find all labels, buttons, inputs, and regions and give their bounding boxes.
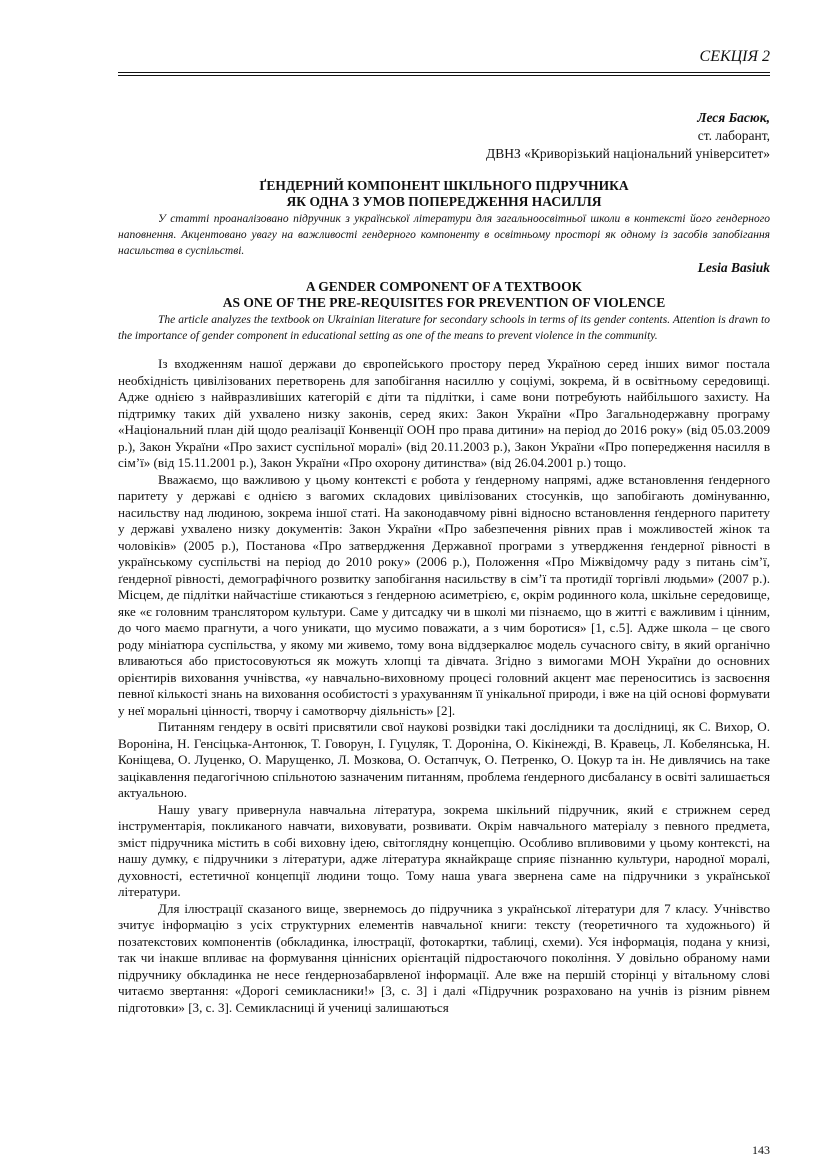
- title-uk-line1: ҐЕНДЕРНИЙ КОМПОНЕНТ ШКІЛЬНОГО ПІДРУЧНИКА: [259, 178, 629, 193]
- title-en-line2: AS ONE OF THE PRE-REQUISITES FOR PREVENTION OF VIOLENCE: [222, 295, 666, 310]
- header-rule-thin: [118, 75, 770, 76]
- body-paragraph-4: Нашу увагу привернула навчальна література, зокрема шкільний підручник, який є стрижнем серед інструментарія, покликаного навчати, виховувати, розвивати. Окрім навчального матеріалу з певного предмета, зміст підручника містить в собі виховну ідею, світоглядну концепцію. Особливо впливовими у цьому контексті, на нашу думку, є підручники з літератури, адже література якнайкраще сприяє пізнанню культури, народної моралі, духовності, естетичної концепції людини тощо. Тому наша увага звернена саме на підручники з української літератури.: [118, 801, 770, 899]
- abstract-en: The article analyzes the textbook on Ukrainian literature for secondary schools in terms of its gender contents. Attention is drawn to the importance of gender component in educational setting as one of the means to prevent violence in the community.: [118, 314, 770, 342]
- section-header: СЕКЦІЯ 2: [699, 48, 770, 65]
- title-uk-line2: ЯК ОДНА З УМОВ ПОПЕРЕДЖЕННЯ НАСИЛЛЯ: [286, 194, 602, 209]
- body-paragraph-1: Із входженням нашої держави до європейського простору перед Україною серед інших вимог постала необхідність цивілізованих перетворень для запобігання насиллю у соціумі, зокрема, й в освітньому середовищі. Адже однією з найвразливіших категорій є діти та підлітки, і саме вони потребують найбільшого захисту. На підтримку таких дій ухвалено низку законів, серед яких: Закон України «Про Загальнодержавну програму «Національний план дій щодо реалізації Конвенції ООН про права дитини» на період до 2016 року» (від 05.03.2009 р.), Закон України «Про захист суспільної моралі» (від 20.11.2003 р.), Закон України «Про попередження насилля в сім’ї» (від 15.11.2001 р.), Закон України «Про охорону дитинства» (від 26.04.2001 р.) тощо.: [118, 356, 770, 470]
- author-block: [486, 109, 770, 163]
- author-en: Lesia Basiuk: [697, 260, 770, 275]
- page-number: 143: [752, 1143, 770, 1157]
- title-en-line1: A GENDER COMPONENT OF A TEXTBOOK: [305, 279, 583, 294]
- body-paragraph-2: Вважаємо, що важливою у цьому контексті є робота у ґендерному напрямі, адже встановлення ґендерного паритету у державі є однією з вагомих складових цивілізованих стосунків, що запобігають домінуванню, насильству над людиною, зокрема іншої статі. На законодавчому рівні відносно встановлення ґендерного паритету у державі ухвалено низку документів: Закон України «Про забезпечення рівних прав і можливостей жінок та чоловіків» (2005 р.), Постанова «Про затвердження Державної програми з утвердження ґендерної рівності в українському суспільстві на період до 2010 року» (2006 р.), Положення «Про Міжвідомчу раду з питань сім’ї, ґендерної рівності, демографічного розвитку запобігання насильству в сім’ї та протидії торгівлі людьми» (2007 р.). Місцем, де підлітки найчастіше стикаються з ґендерною асиметрією, є, окрім родинного кола, шкільне середовище, яке «є головним транслятором культури. Саме у дитсадку чи в школі ми пізнаємо, що в житті є важливим і цінним, до чого маємо прагнути, а чого уникати, що мусимо поважати, а з чим боротися» [1, с.5]. Адже школа – це свого роду мініатюра суспільства, у якому ми живемо, тому вона віддзеркалює модель сучасного світу, в який органічно вливаються або пристосовуються як можуть хлопці та дівчата. Згідно з вимогами МОН України до основних орієнтирів виховання учнівства, «у навчально-виховному процесі головний акцент має переноситись із засвоєння певної кількості знань на виховання особистості з урахуванням її унікальної природи, і вже на цій основі формувати у неї моральні цінності, творчу і самотворчу діяльність» [2].: [118, 471, 770, 718]
- body-paragraph-5: Для ілюстрації сказаного вище, звернемось до підручника з української літератури для 7 класу. Учнівство зчитує інформацію з усіх структурних елементів навчальної книги: тексту (теоретичного та художнього) й позатекстових компонентів (обкладинка, ілюстрації, фотокартки, таблиці, схеми). Уся інформація, подана у книзі, так чи інакше впливає на формування ціннісних орієнтацій підростаючого покоління. У довільно обраному нами підручнику обкладинка не несе ґендернозабарвленої інформації. Але вже на першій сторінці у вітальному слові читаємо звертання: «Дорогі семикласники!» [3, с. 3] і далі «Підручник розраховано на учнів із різним рівнем підготовки» [3, с. 3]. Семикласниці й учениці залишаються: [118, 900, 770, 1015]
- body-paragraph-3: Питанням гендеру в освіті присвятили свої наукові розвідки такі дослідники та дослідниці, як С. Вихор, О. Вороніна, Н. Генсіцька-Антонюк, Т. Говорун, І. Гуцуляк, Т. Дороніна, О. Кікінежді, В. Кравець, Л. Кобелянська, Н. Коніщева, О. Луценко, О. Марущенко, Л. Мозкова, О. Остапчук, О. Петренко, О. Цокур та ін. Не дивлячись на таке зацікавлення педагогічною спільнотою зазначеним питанням, проблема ґендерного дисбалансу в освіті залишається актуальною.: [118, 719, 770, 800]
- author-position: ст. лаборант,: [697, 128, 770, 143]
- abstract-uk: У статті проаналізовано підручник з української літератури для загальноосвітньої школи в контексті його гендерного наповнення. Акцентовано увагу на важливості гендерного компоненту в освітньому просторі як одному із засобів запобігання насильства в суспільстві.: [118, 213, 770, 257]
- header-rule-thick: [118, 72, 770, 73]
- author-affiliation: ДВНЗ «Криворізький національний університет»: [486, 146, 770, 161]
- author-name: Леся Басюк,: [697, 110, 770, 125]
- title-en: [118, 279, 770, 311]
- title-uk: [118, 178, 770, 210]
- article-body: [118, 356, 770, 1016]
